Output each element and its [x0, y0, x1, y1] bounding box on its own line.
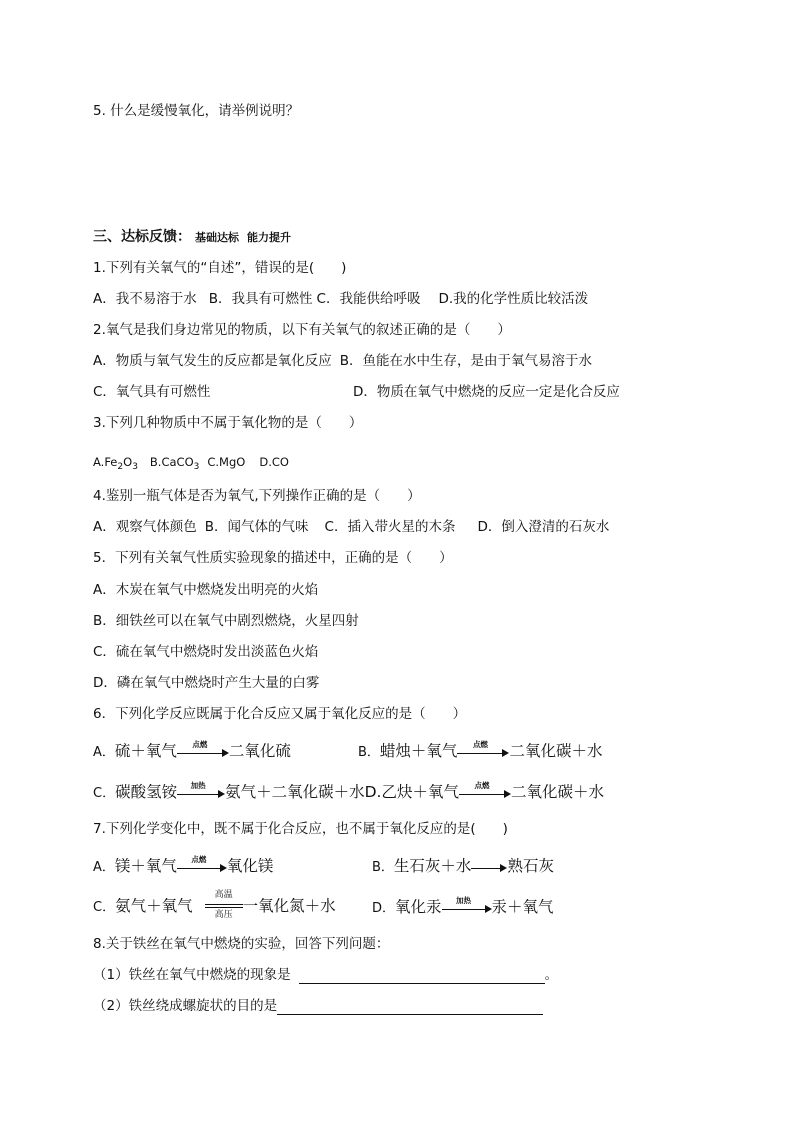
q6-option-c: C．碳酸氢铵 加热 氨气＋二氧化碳＋水 [93, 780, 365, 801]
reaction-arrow: 点燃 [459, 783, 511, 803]
q1-option-c: C．我能供给呼吸 [316, 291, 421, 307]
question-6-stem: 6．下列化学反应既属于化合反应又属于氧化反应的是（ ） [93, 706, 467, 722]
q6-option-b: B．蜡烛＋氧气 点燃 二氧化碳＋水 [358, 739, 603, 760]
q4-option-c: C．插入带火星的木条 [324, 519, 456, 535]
question-5-prev: 5. 什么是缓慢氧化，请举例说明？ [93, 103, 300, 119]
q3-option-d: D.CO [259, 455, 289, 469]
q1-option-d: D.我的化学性质比较活泼 [438, 291, 589, 307]
q5-option-a: A．木炭在氧气中燃烧发出明亮的火焰 [93, 582, 319, 598]
q1-option-a: A．我不易溶于水 [93, 291, 197, 307]
q3-option-c: C.MgO [207, 455, 246, 469]
answer-blank-1[interactable] [299, 969, 545, 984]
reaction-arrow: 加热 [177, 783, 225, 803]
reaction-arrow: 点燃 [177, 857, 227, 877]
answer-blank-2[interactable] [277, 1000, 543, 1015]
q7-option-a: A．镁＋氧气 点燃 氧化镁 [93, 854, 274, 875]
q7-option-d: D．氧化汞 加热 汞＋氧气 [372, 895, 554, 916]
question-5-stem: 5．下列有关氧气性质实验现象的描述中，正确的是（ ） [93, 550, 453, 566]
q6-option-a: A．硫＋氧气 点燃 二氧化硫 [93, 739, 291, 760]
q5-option-b: B．细铁丝可以在氧气中剧烈燃烧，火星四射 [93, 613, 359, 629]
q5-option-c: C．硫在氧气中燃烧时发出淡蓝色火焰 [93, 644, 319, 660]
section-sub-basic: 基础达标 [195, 231, 239, 244]
q3-option-b: B.CaCO$_3$ [149, 455, 200, 472]
q7-option-c: C．氨气＋氧气 高温 高压 一氧化氮＋水 [93, 888, 336, 924]
question-2-options-ab [93, 352, 592, 370]
q2-option-b: B．鱼能在水中生存，是由于氧气易溶于水 [339, 353, 593, 369]
section-sub-advanced: 能力提升 [247, 231, 291, 244]
reaction-arrow: 点燃 [177, 742, 229, 762]
question-7-stem: 7.下列化学变化中，既不属于化合反应，也不属于氧化反应的是( ) [93, 821, 508, 837]
section-heading [93, 228, 291, 247]
q4-option-b: B．闻气体的气味 [204, 519, 309, 535]
question-4-stem: 4.鉴别一瓶气体是否为氧气,下列操作正确的是（ ） [93, 488, 421, 504]
q7-option-b: B．生石灰＋水 熟石灰 [372, 857, 554, 875]
q2-option-d: D．物质在氧气中燃烧的反应一定是化合反应 [353, 384, 620, 400]
reaction-arrow [471, 857, 507, 877]
q2-option-a: A．物质与氧气发生的反应都是氧化反应 [93, 353, 332, 369]
q1-option-b: B．我具有可燃性 [208, 291, 313, 307]
q6-option-d: D.乙炔＋氧气 点燃 二氧化碳＋水 [364, 780, 605, 801]
q8-part-1: （1）铁丝在氧气中燃烧的现象是 。 [93, 967, 559, 983]
reaction-arrow: 点燃 [457, 742, 509, 762]
question-1-stem: 1.下列有关氧气的“自述”，错误的是( ) [93, 260, 347, 276]
question-1-options [93, 290, 588, 308]
q2-option-c: C．氧气具有可燃性 [93, 384, 211, 400]
q5-option-d: D．磷在氧气中燃烧时产生大量的白雾 [93, 675, 320, 691]
question-3-options [93, 453, 289, 476]
reaction-arrow: 加热 [442, 898, 492, 918]
question-3-stem: 3.下列几种物质中不属于氧化物的是（ ） [93, 415, 363, 431]
section-title: 三、达标反馈： [93, 229, 191, 245]
q8-part-2: （2）铁丝绕成螺旋状的目的是 [93, 997, 543, 1015]
question-8-stem: 8.关于铁丝在氧气中燃烧的实验，回答下列问题： [93, 936, 390, 952]
question-2-stem: 2.氧气是我们身边常见的物质，以下有关氧气的叙述正确的是（ ） [93, 322, 511, 338]
question-4-options [93, 518, 609, 536]
q3-option-a: $A.Fe_2O_3$ [93, 455, 138, 472]
reaction-equals-sign: 高温 高压 [205, 890, 243, 924]
q6-options-cd [93, 782, 604, 804]
q4-option-d: D．倒入澄清的石灰水 [477, 519, 610, 535]
q4-option-a: A．观察气体颜色 [93, 519, 197, 535]
